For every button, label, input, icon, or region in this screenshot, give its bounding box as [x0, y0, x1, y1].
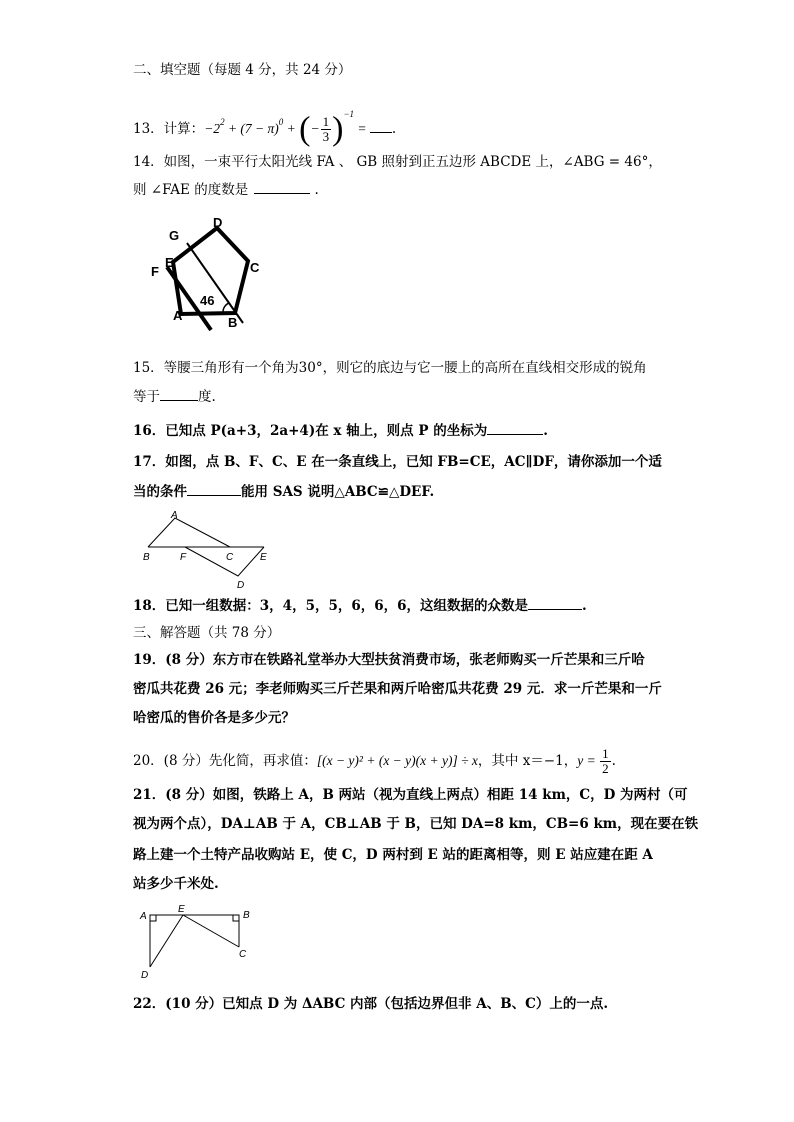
label-a: A — [140, 911, 147, 922]
fraction-one-half: $\frac{1}{2}$ — [602, 746, 609, 776]
railway-figure — [135, 903, 260, 983]
answer-blank — [487, 434, 543, 435]
label-f: F — [151, 264, 159, 279]
label-e: E — [260, 552, 267, 563]
answer-blank — [528, 609, 582, 610]
label-e: E — [178, 904, 185, 915]
question-19-line2: 密瓜共花费 26 元；李老师购买三斤芒果和两斤哈密瓜共花费 29 元．求一斤芒果和一斤 — [133, 681, 662, 697]
triangles-figure — [140, 508, 275, 593]
answer-blank — [370, 132, 392, 133]
label-b: B — [228, 315, 238, 330]
question-17-line1: 17．如图，点 B、F、C、E 在一条直线上，已知 FB=CE，AC∥DF，请你添加一个适 — [133, 454, 662, 470]
right-angle-a — [150, 915, 156, 921]
question-17-line2: 当的条件 能用 SAS 说明△ABC≌△DEF. — [133, 484, 435, 500]
label-b: B — [143, 552, 150, 563]
question-19-line3: 哈密瓜的售价各是多少元？ — [133, 710, 295, 726]
question-21-line4: 站多少千米处. — [133, 876, 219, 892]
label-d: D — [237, 580, 245, 591]
question-22: 22．(10 分）已知点 D 为 ΔABC 内部（包括边界但非 A、B、C）上的一点. — [133, 996, 609, 1012]
answer-blank — [254, 193, 310, 194]
answer-blank — [187, 495, 241, 496]
section-heading: 二、填空题（每题 4 分，共 24 分） — [133, 62, 352, 78]
question-19-line1: 19．(8 分）东方市在铁路礼堂举办大型扶贫消费市场，张老师购买一斤芒果和三斤哈 — [133, 652, 645, 668]
question-14-line1: 14．如图，一束平行太阳光线 FA 、 GB 照射到正五边形 ABCDE 上，∠ABG = 46°， — [133, 154, 662, 170]
label-c: C — [239, 949, 247, 960]
question-14-line2: 则 ∠FAE 的度数是 . — [133, 182, 319, 198]
label-a: A — [173, 308, 183, 323]
label-g: G — [169, 228, 180, 243]
answer-blank — [160, 400, 198, 401]
label-c: C — [250, 260, 260, 275]
expression: [(x − y)² + (x − y)(x + y)] ÷ x — [316, 753, 478, 768]
question-20: 20．(8 分）先化简，再求值：[(x − y)² + (x − y)(x + y)] ÷ x，其中 x＝−1，y = $\frac{1}{2}$ . — [133, 746, 616, 776]
question-15-line2: 等于 度. — [133, 389, 216, 405]
label-d: D — [141, 970, 149, 981]
label-c: C — [226, 552, 234, 563]
right-angle-b — [233, 915, 239, 921]
label-a: A — [171, 510, 178, 521]
section-heading: 三、解答题（共 78 分） — [133, 625, 281, 641]
question-15-line1: 15．等腰三角形有一个角为30°，则它的底边与它一腰上的高所在直线相交形成的锐角 — [133, 360, 647, 376]
label-d: D — [213, 215, 223, 230]
label-f: F — [180, 552, 187, 563]
question-18: 18．已知一组数据：3，4，5，5，6，6，6，这组数据的众数是 . — [133, 598, 587, 614]
label-b: B — [243, 910, 250, 921]
pentagon-figure — [145, 215, 275, 335]
question-13: 13．计算：$-2^2 + (7 - \pi)^0$ + (− $\frac{1}{3}$ )$^{-1}$ = . — [133, 109, 397, 148]
fraction-one-third: $\frac{1}{3}$ — [322, 114, 330, 144]
angle-label: 46 — [200, 293, 215, 308]
triangle-abc — [148, 518, 230, 547]
question-21-line3: 路上建一个土特产品收购站 E，使 C，D 两村到 E 站的距离相等，则 E 站应建在距 A — [133, 847, 653, 863]
triangle-def — [185, 547, 264, 576]
question-21-line1: 21．(8 分）如图，铁路上 A，B 两站（视为直线上两点）相距 14 km，C，D 为两村（可 — [133, 787, 688, 803]
question-16: 16．已知点 P(a+3，2a+4)在 x 轴上，则点 P 的坐标为 . — [133, 423, 548, 439]
label-e: E — [165, 255, 174, 270]
question-21-line2: 视为两个点），DA⊥AB 于 A，CB⊥AB 于 B，已知 DA=8 km，CB=6 km，现在要在铁 — [133, 816, 699, 832]
segments-de-ec — [150, 915, 239, 967]
